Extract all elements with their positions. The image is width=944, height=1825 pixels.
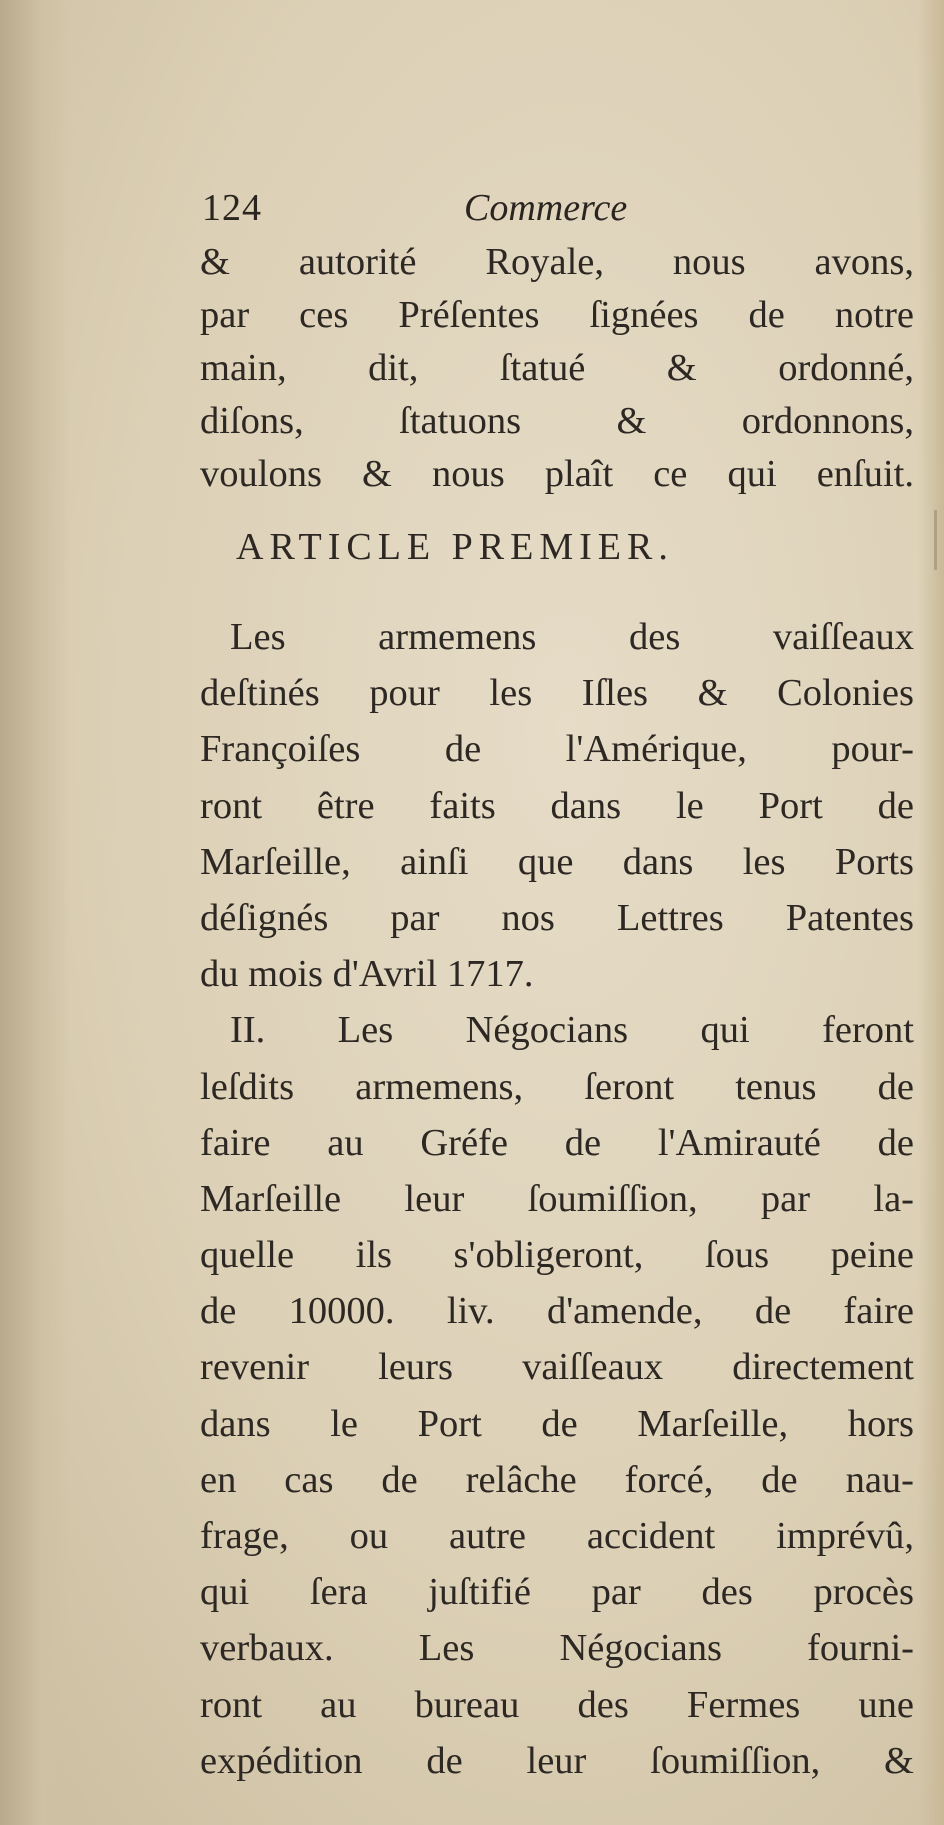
text-line: quelle ils s'obligeront, ſous peine [200,1234,914,1277]
article-heading: ARTICLE PREMIER. [236,526,674,568]
page-number: 124 [202,187,262,229]
page-gutter [0,0,70,1825]
text-line: expédition de leur ſoumiſſion, & [200,1739,914,1782]
text-line: verbaux. Les Négocians fourni- [200,1627,914,1670]
text-line: dans le Port de Marſeille, hors [200,1402,914,1445]
text-line: Les armemens des vaiſſeaux [230,616,914,658]
text-line: Marſeille leur ſoumiſſion, par la- [200,1177,914,1220]
text-line: Marſeille, ainſi que dans les Ports [200,840,914,883]
text-line: deſtinés pour les Iſles & Colonies [200,672,914,715]
page-edge [918,0,944,1825]
text-line: II. Les Négocians qui feront [230,1009,914,1052]
text-line: voulons & nous plaît ce qui enſuit. [200,453,914,495]
text-line: déſignés par nos Lettres Patentes [200,896,914,939]
text-line: du mois d'Avril 1717. [200,953,534,996]
text-line: par ces Préſentes ſignées de notre [200,294,914,336]
text-line: main, dit, ſtatué & ordonné, [200,347,914,389]
text-line: revenir leurs vaiſſeaux directement [200,1346,914,1389]
text-line: frage, ou autre accident imprévû, [200,1515,914,1557]
text-line: en cas de relâche forcé, de nau- [200,1458,914,1501]
text-line: qui ſera juſtifié par des procès [200,1571,914,1614]
text-line: diſons, ſtatuons & ordonnons, [200,400,914,442]
text-line: & autorité Royale, nous avons, [200,241,914,283]
text-line: ront être faits dans le Port de [200,784,914,827]
intro-paragraph [200,236,914,501]
text-line: ront au bureau des Fermes une [200,1683,914,1726]
text-line: faire au Gréfe de l'Amirauté de [200,1121,914,1164]
text-line: de 10000. liv. d'amende, de faire [200,1290,914,1333]
articles-body [200,609,914,1789]
text-line: Françoiſes de l'Amérique, pour- [200,728,914,771]
running-head: Commerce [464,187,628,229]
margin-bracket [928,510,937,570]
text-line: leſdits armemens, ſeront tenus de [200,1065,914,1108]
